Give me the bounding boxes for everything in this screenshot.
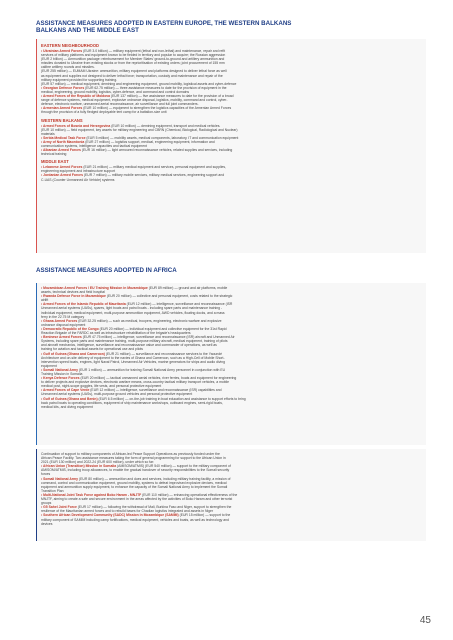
measure-text: (EUR 21 million) — military medical equipment and services, personal equipment and supplies,	[82, 165, 226, 170]
recipient-name: • Multi-National Joint Task Force against Boko Haram - MNJTF	[41, 492, 142, 497]
measure-text: Training Mission in Somalia	[41, 371, 83, 376]
measure-text: (EUR 3.0 billion) — military equipment (lethal and non-lethal) and maintenance, repair and refit	[82, 49, 226, 53]
measure-text: (EUR 6.5 million) — on-the-job training in boat education and assistance to support efforts to bring	[97, 396, 246, 401]
recipient-name: • Serbia Medical Task Force	[41, 135, 86, 140]
measure-text: (EUR 15 million) — support to the	[178, 513, 231, 518]
measure-text: military equipment provided for supporting training.	[41, 77, 118, 82]
measure-text: equipment and ammunition supply equipment, to enhance the capacity of the Somali National Army to implement the Somali	[41, 484, 228, 489]
measure-text: as equipment and supplies not designed to deliver lethal force; transportation, custody and maintenance and repair of the	[41, 73, 223, 78]
measure-text: AMISOM/ATMIS, including troop allowances, to enable the gradual handover of security responsibilities to the Somali security	[41, 468, 230, 473]
measure-text: training for aviation and tactical assets for operational use and pilots	[41, 347, 143, 352]
measure-text: intervention speed boats, engines, light Naval Patrol, Unmanned Air Vehicles, marine generators for ships and audio diving	[41, 359, 225, 364]
measure-text: airlift	[41, 298, 49, 303]
western-balkans-list	[41, 124, 422, 157]
recipient-name: • Beninese Armed Forces	[41, 335, 82, 340]
eastern-neighbourhood-heading: EASTERN NEIGHBOURHOOD	[41, 43, 99, 48]
recipient-name: • Jordanian Armed Forces	[41, 173, 83, 178]
measure-text: technical training	[41, 152, 67, 157]
recipient-name: • Armenian Armed Forces	[41, 106, 83, 111]
measure-text: (EUR 12 million) — intelligence, surveillance and reconnaissance (ISR	[125, 302, 233, 307]
measure-text: (AMISOM/ATMIS) (EUR 540 million) — support to the military component of	[116, 464, 231, 469]
recipient-name: • African Union (Transition) Mission in Somalia	[41, 464, 117, 469]
recipient-name: • Georgian Defence Forces	[41, 85, 85, 90]
measure-text: through the provision of a fully fledged deployable tent camp for a battalion-size unit	[41, 110, 167, 115]
recipient-name: • Gulf of Guinea (Ghana and Benin)	[41, 396, 98, 401]
measure-text: devices	[41, 521, 53, 526]
measure-text: (EUR 17 million) — following the withdrawal of Mali, Burkina Faso and Niger, support to strengthen the	[76, 505, 232, 510]
recipient-name: • Armed Forces of the Islamic Republic of Mauritania	[41, 302, 126, 307]
measure-text: (EUR 21 million) — surveillance and reconnaissance services to the Yaoundé	[104, 351, 223, 356]
measure-text: (EUR 12 million) — intelligence, surveillance and reconnaissance (ISR) capabilities and	[89, 388, 222, 393]
measure-text: medical, engineering, ground mobility, logistics, cyber-defence, and command and control domains	[41, 89, 190, 94]
measure-text: (EUR 20 million) — tactical unmanned aerial vehicles, river ferries, boats and equipment for engineering	[79, 376, 237, 381]
measure-text: Reaction Brigade of the FARDC as well as infrastructure rehabilitation of the brigade's headquarters	[41, 331, 191, 336]
recipient-name: • Mozambican Armed Forces / EU Training Mission in Mozambique	[41, 286, 148, 290]
recipient-name: • G5 Sahel Joint Force	[41, 505, 77, 510]
measure-text: (EUR 89 million) — ground and air platforms, mobile	[147, 286, 228, 290]
section-title-europe	[36, 20, 433, 35]
recipient-name: • Armed Forces of Cape Verde	[41, 388, 90, 393]
measure-text: Continuation of support to military components of African-led Peace Support Operations as previously funded under the	[41, 452, 220, 456]
page-number: 45	[419, 615, 431, 626]
middle-east-heading: MIDDLE EAST	[41, 159, 69, 165]
measure-text: calibre artillery rounds and missiles.	[41, 65, 95, 70]
measure-text: range of defence systems, medical equipment, explosive ordnance disposal, logistics, mobility, command and control, cyber-	[41, 98, 228, 103]
measure-text: (EUR 10 million) — demining equipment, transport and medical vehicles.	[110, 123, 221, 128]
measure-text: (EUR 10 million) — equipment to strengthen the logistics capacities of the Armenian Armed Forces	[82, 106, 232, 111]
measure-text: groups	[41, 501, 52, 506]
measure-text: (EUR 57 million) — medical equipment, demining and engineering equipment, ground mobility, logistical assets and cyber-defence	[41, 81, 237, 86]
measure-text: (EUR 20 million) — individual equipment and collective equipment for the 31st Rapid	[98, 326, 227, 331]
measure-text: 2021 (EUR 130 million) and 2022-24 (EUR 600 million), under which so far:	[41, 460, 155, 465]
section-title-line2: BALKANS AND THE MIDDLE EAST	[36, 27, 139, 35]
recipient-name: • Somali National Army	[41, 476, 79, 481]
measure-text: medical kits, and diving equipment	[41, 404, 93, 409]
measure-text: (EUR 255 million) — EUMAM Ukraine: ammunition, military equipment and platforms designed to deliver lethal force as well	[41, 69, 227, 74]
list-item-line	[41, 152, 422, 156]
measure-text: (EUR 110 million) — enhancing operational effectiveness of the	[141, 492, 238, 497]
measure-text: resilience of the Mauritanian armed forces and to rebuild bases for Chadian logistics integrated and assets in Niger	[41, 509, 214, 514]
section-title-africa: ASSISTANCE MEASURES ADOPTED IN AFRICA	[36, 267, 177, 274]
recipient-name: • Southern African Development Community (SADC) Mission in Mozambique (SAMIM)	[41, 513, 179, 518]
measure-text: (EUR 47.75 million) — intelligence, surveillance and reconnaissance (ISR) aircraft and Unmanned Air	[81, 335, 235, 340]
measure-text: (EUR 137 million) — five assistance measures to date for the provision of a broad	[110, 94, 234, 99]
measure-text: command, control and communication equipment, ground mobility, systems to defeat improvised explosive devices, medical	[41, 480, 227, 485]
measure-text: equipment	[41, 363, 57, 368]
measure-text: missiles donated to Ukraine from existing stocks or from the reprioritisation of existing orders; joint procurement of 155 mm	[41, 61, 225, 66]
measure-text: (EUR 32.25 million) — such as medical, troopers, engineering, electronic warfare and explosive	[77, 318, 222, 323]
measure-text: (EUR 16 million) — light armoured reconnaissance vehicles, related supplies and services, including	[80, 148, 233, 153]
africa-box-peace-support	[36, 449, 426, 541]
measure-text: defence, electronic warfare, unmanned aerial reconnaissance, air surveillance and full joint commanders.	[41, 102, 199, 107]
section-title-line1: ASSISTANCE MEASURES ADOPTED IN EASTERN EUROPE, THE WESTERN BALKANS	[36, 20, 292, 27]
measure-text: MNJTF, aiming to create a safe and secure environment in the areas affected by the activities of Boko Haram and other terrorist	[41, 497, 233, 502]
measure-text: (EUR 20 million) — collective and personal equipment, costs related to the strategic	[105, 294, 233, 299]
measure-text: services of military platforms and equipment known to be fielded in territory and popular to acquire; the Russian aggression	[41, 53, 226, 58]
measure-text: Transition Plan	[41, 488, 64, 493]
measure-text: African Peace Facility. Two assistance measures taking the form of general programming for support to the African Union in	[41, 456, 226, 461]
recipient-name: • Lebanese Armed Forces	[41, 165, 83, 170]
measure-text: materials	[41, 131, 55, 136]
measure-text: communication systems, intelligence capacities and tactical equipment	[41, 143, 147, 148]
measure-text: Unmanned aerial systems (UASs), multi-purpose ground vehicles and personal protective equipment	[41, 392, 193, 397]
measure-text: Unmanned aerial systems (UASs), spares, light boats and patrol boats - including spare parts and maintenance training -	[41, 306, 223, 311]
measure-text: to deliver projects and explosive devices, electronic warfare means, cross-country tactical military transport vehicles, a mobile	[41, 380, 230, 385]
measure-text: (EUR 10 million) — field equipment, key assets for military engineering and CBRN (Chemical, Biological, Radiological and Nuclear)	[41, 127, 238, 132]
measure-text: assets, technical devices and field hospital	[41, 290, 105, 295]
measure-text: (EUR 62.75 million) — three assistance measures to date for the provision of equipment in the	[84, 85, 227, 90]
measure-text: medical post, night-scope goggles, life vests, and personal protective equipment	[41, 384, 162, 389]
measure-text: engineering equipment and infrastructure support	[41, 169, 116, 174]
measure-text: C-UAS (Counter Unmanned Air Vehicle) systems	[41, 177, 115, 182]
measure-text: individual equipment, medical equipment, multi-purpose ammunition equipment, AWD vehicles, floating docks, and a mass	[41, 310, 225, 315]
measure-text: ferry in the 22.75 M category	[41, 314, 85, 319]
measure-text: back patrol boats to operating conditions, equipment of ship maintenance workshops, outboard engines, semi-rigid boats,	[41, 400, 223, 405]
recipient-name: • Somali National Army	[41, 367, 79, 372]
recipient-name: • Army of North Macedonia	[41, 139, 85, 144]
recipient-name: • Armed Forces of Bosnia and Herzegovina	[41, 123, 111, 128]
measure-text: forces	[41, 472, 51, 477]
recipient-name: • Kenya Defence Forces	[41, 376, 80, 381]
recipient-name: • Armed Forces of the Republic of Moldova	[41, 94, 111, 99]
measure-text: (EUR 7 million) — military mobile services, military medical services, engineering support and	[82, 173, 225, 178]
africa-peace-support-list	[41, 452, 422, 526]
europe-box	[36, 39, 426, 253]
recipient-name: • Rwanda Defence Force in Mozambique	[41, 294, 106, 299]
list-item-line	[41, 178, 422, 182]
recipient-name: • Democratic Republic of the Congo	[41, 326, 99, 331]
list-item-line	[41, 110, 422, 114]
middle-east-list	[41, 165, 422, 181]
measure-text: (EUR 5 million) — mobility assets, medical components, laboratory, IT and communication equipment	[85, 135, 239, 140]
measure-text: (EUR 80 million) — ammunition and dues and services, including military training facility, a mission of	[78, 476, 231, 481]
measure-text: (EUR 1 million) — ammunition for training Somali National Army personnel in conjunction with EU	[78, 367, 226, 372]
recipient-name: • Gulf of Guinea (Ghana and Cameroon)	[41, 351, 105, 356]
measure-text: and aircraft mechanics, intelligence, surveillance and reconnaissance value and commander of operations, as well as	[41, 343, 217, 348]
eastern-neighbourhood-list	[41, 49, 422, 115]
africa-bilateral-list	[41, 286, 422, 409]
measure-text: (EUR 2 billion) — Ammunition package: reimbursement for Member States' ground-to-ground and artillery ammunition and	[41, 57, 225, 62]
western-balkans-heading: WESTERN BALKANS	[41, 117, 83, 123]
measure-text: Systems, including spare parts and maintenance training, multi-purpose military aircraft, medical equipment, training of pilots	[41, 339, 228, 344]
recipient-name: • Ghana Armed Forces	[41, 318, 78, 323]
measure-text: ordnance disposal equipment	[41, 322, 86, 327]
recipient-name: • Ukrainian Armed Forces	[41, 49, 83, 53]
measure-text: (EUR 27 million) — logistics support, medical, engineering equipment, information and	[84, 139, 215, 144]
recipient-name: • Albanian Armed Forces	[41, 148, 81, 153]
list-item-line	[41, 405, 422, 409]
measure-text: military component of SAMIM including camp fortifications, medical equipment, vehicles and boats, as well as technology and	[41, 517, 229, 522]
list-item-line	[41, 522, 422, 526]
measure-text: Architecture and on-site delivery of equipment to the navies of Ghana and Cameroon, such as a High-Cell of Mobile Short-	[41, 355, 225, 360]
africa-box-bilateral	[36, 283, 426, 445]
